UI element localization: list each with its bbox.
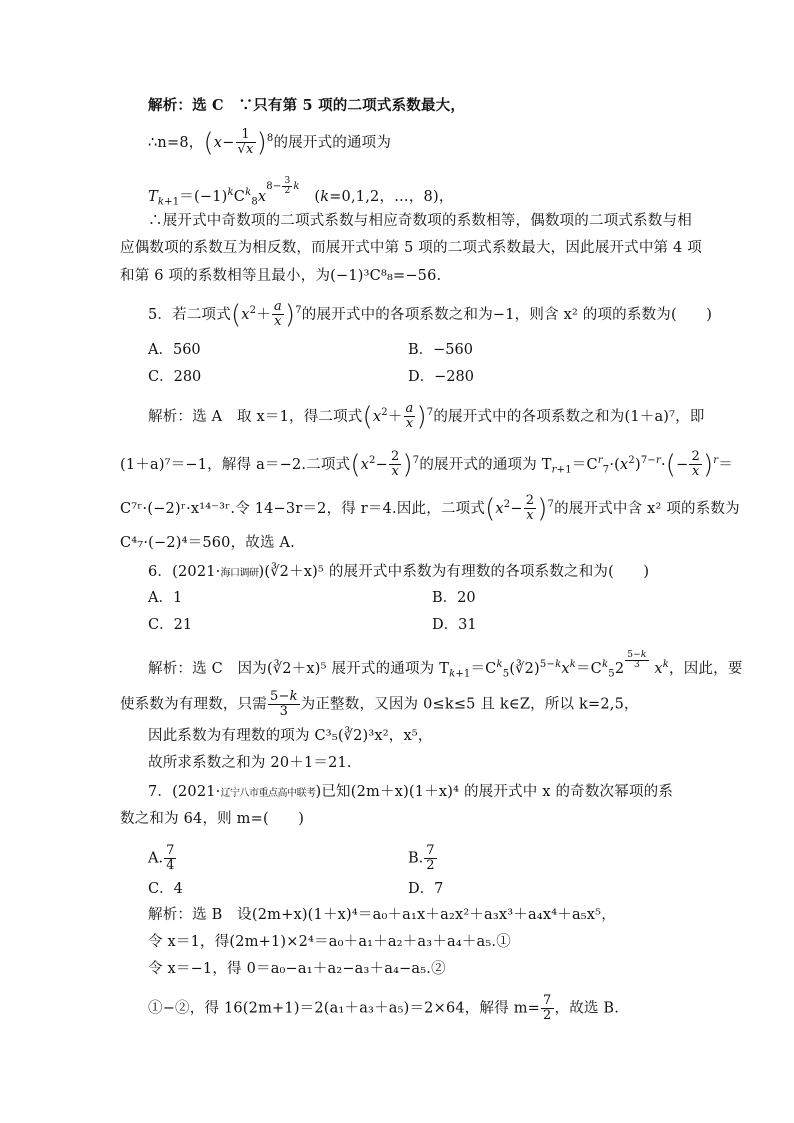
q6-sol-line1: 解析：选 C 因为(∛2＋x)⁵ 展开式的通项为 $T_{k+1}=C^k_5(∛2)^{5-k}x^k=C^k_52$ $^{\frac{5-k}{3}}$ $x^k$，因此，要 <box>148 650 743 680</box>
sol4-line6: 和第 6 项的系数相等且最小，为(−1)³C⁸₈=−56. <box>120 268 442 284</box>
q6-stem-post: )(∛2＋x)⁵ 的展开式中系数为有理数的各项系数之和为( ) <box>258 564 650 580</box>
q5-stem-pre: 5．若二项式 <box>148 306 231 323</box>
q7-option-b <box>408 844 438 873</box>
q7-option-a-den: 4 <box>166 858 175 873</box>
q5-sol-l3-pre: C⁷ʳ·(−2)ʳ·x¹⁴⁻³ʳ.令 14−3r＝2，得 r＝4.因此，二项式 <box>120 500 486 517</box>
q7-sol-line1: 解析：选 B 设(2m+x)(1＋x)⁴＝a₀＋a₁x＋a₂x²＋a₃x³＋a₄x⁴＋a₅x⁵， <box>148 907 616 923</box>
q5-option-b: B．−560 <box>408 342 473 358</box>
q7-sol-line3: 令 x＝−1，得 0＝a₀−a₁＋a₂−a₃＋a₄−a₅.② <box>148 961 446 977</box>
q5-stem: 5．若二项式($x^2+$ $\frac{a}{x}$ )$^7$的展开式中的各项系数之和为−1，则含 x² 的项的系数为( ) <box>148 299 713 330</box>
q7-stem-line2: 数之和为 64，则 m=( ) <box>120 811 305 827</box>
q5-stem-post: 的展开式中的各项系数之和为−1，则含 x² 的项的系数为( ) <box>301 306 713 323</box>
q5-sol-l1-post: 的展开式中的各项系数之和为(1＋a)⁷，即 <box>433 408 705 425</box>
q7-sol-l4-den: 2 <box>543 1008 552 1023</box>
q5-sol-l2-pre: (1＋a)⁷＝−1，解得 a＝−2.二项式 <box>120 456 351 473</box>
q6-stem <box>148 561 649 585</box>
q6-option-a: A．1 <box>148 590 183 606</box>
q6-option-b: B．20 <box>432 590 476 606</box>
q6-sol-line3: 因此系数为有理数的项为 C³₅(∛2)³x²，x⁵， <box>148 728 433 744</box>
q6-sol-l2-post: 为正整数，又因为 0≤k≤5 且 k∈Z，所以 k=2,5， <box>300 696 639 713</box>
sol4-line5: 应偶数项的系数互为相反数，而展开式中第 5 项的二项式系数最大，因此展开式中第 4 项 <box>120 240 702 256</box>
q5-option-a: A．560 <box>148 342 201 358</box>
q5-sol-line3: C⁷ʳ·(−2)ʳ·x¹⁴⁻³ʳ.令 14−3r＝2，得 r＝4.因此，二项式($x^2-$ $\frac{2}{x}$ )$^7$的展开式中含 x² 项的系数为 <box>120 493 740 524</box>
sol4-line3: $T_{k+1}=(-1)^kC^k_8x^{8- \frac{3}{2} k}$ (k=0,1,2，…，8)， <box>148 176 454 208</box>
q6-sol-line4: 故所求系数之和为 20＋1＝21. <box>148 755 352 771</box>
q7-stem-post: )已知(2m＋x)(1＋x)⁴ 的展开式中 x 的奇数次幂项的系 <box>315 784 674 800</box>
sol4-line2-pre: ∴n=8， <box>148 134 204 151</box>
sol4-line4: ∴展开式中奇数项的二项式系数与相应奇数项的系数相等，偶数项的二项式系数与相 <box>148 213 692 229</box>
q5-option-c: C．280 <box>148 369 202 385</box>
q5-sol-line1: 解析：选 A 取 x＝1，得二项式($x^2+$ $\frac{a}{x}$ )$^7$的展开式中的各项系数之和为(1＋a)⁷，即 <box>148 401 705 432</box>
q5-sol-line2: (1＋a)⁷＝−1，解得 a＝−2.二项式($x^2-$ $\frac{2}{x}$ )$^7$的展开式的通项为 $T_{r+1}=C^r_7\cdot(x^2)^{7-r}\cdot(-$ $\frac{2}{x}$ )$^r$＝ <box>120 449 733 480</box>
q6-source: 海口调研 <box>220 568 259 579</box>
q7-stem-line1 <box>148 781 673 805</box>
q7-option-c: C．4 <box>148 881 183 897</box>
q5-option-d: D．−280 <box>408 369 474 385</box>
q6-option-c: C．21 <box>148 617 193 633</box>
q7-sol-l4-num: 7 <box>543 993 552 1008</box>
q6-option-d: D．31 <box>432 617 477 633</box>
frac-1-sqrtx: $\frac{1}{√x}$ <box>237 127 254 158</box>
q7-sol-l4-post: ，故选 B. <box>554 1000 620 1017</box>
q7-option-b-den: 2 <box>426 858 435 873</box>
q5-sol-l3-post: 的展开式中含 x² 项的系数为 <box>554 500 740 517</box>
q5-sol-l1-pre: 解析：选 A 取 x＝1，得二项式 <box>148 408 363 425</box>
q7-sol-line4 <box>148 994 619 1023</box>
sol4-line1: 解析：选 C ∵只有第 5 项的二项式系数最大， <box>148 97 466 114</box>
q6-sol-l2-pre: 使系数为有理数，只需 <box>120 696 267 713</box>
q7-option-a-label: A. <box>148 850 164 867</box>
q7-option-b-num: 7 <box>426 843 435 858</box>
q7-option-d: D．7 <box>408 881 444 897</box>
sol4-line2: ∴n=8，(x− $\frac{1}{√x}$ )$^8$的展开式的通项为 <box>148 127 392 158</box>
q7-source: 辽宁八市重点高中联考 <box>220 788 316 799</box>
q7-option-a-num: 7 <box>166 843 175 858</box>
q7-option-b-label: B. <box>408 850 424 867</box>
general-term-T: T <box>148 188 158 205</box>
q6-stem-num: 6．(2021· <box>148 564 221 580</box>
q7-sol-line2: 令 x＝1，得(2m+1)×2⁴＝a₀＋a₁＋a₂＋a₃＋a₄＋a₅.① <box>148 934 511 950</box>
q7-option-a <box>148 844 177 873</box>
q6-sol-line2: 使系数为有理数，只需 $\frac{5-k}{3}$ 为正整数，又因为 0≤k≤5 且 k∈Z，所以 k=2,5， <box>120 689 639 719</box>
q7-stem-num: 7．(2021· <box>148 784 221 800</box>
q6-sol-l1: 解析：选 C 因为(∛2＋x)⁵ 展开式的通项为 T <box>148 660 450 677</box>
q5-sol-l2-mid: 的展开式的通项为 T <box>419 456 552 473</box>
q7-sol-l4-pre: ①−②，得 16(2m+1)＝2(a₁＋a₃＋a₅)＝2×64，解得 m= <box>148 1000 541 1017</box>
sol4-line2-post: 的展开式的通项为 <box>273 134 392 151</box>
q5-sol-line4: C⁴₇·(−2)⁴＝560，故选 A. <box>120 535 295 551</box>
